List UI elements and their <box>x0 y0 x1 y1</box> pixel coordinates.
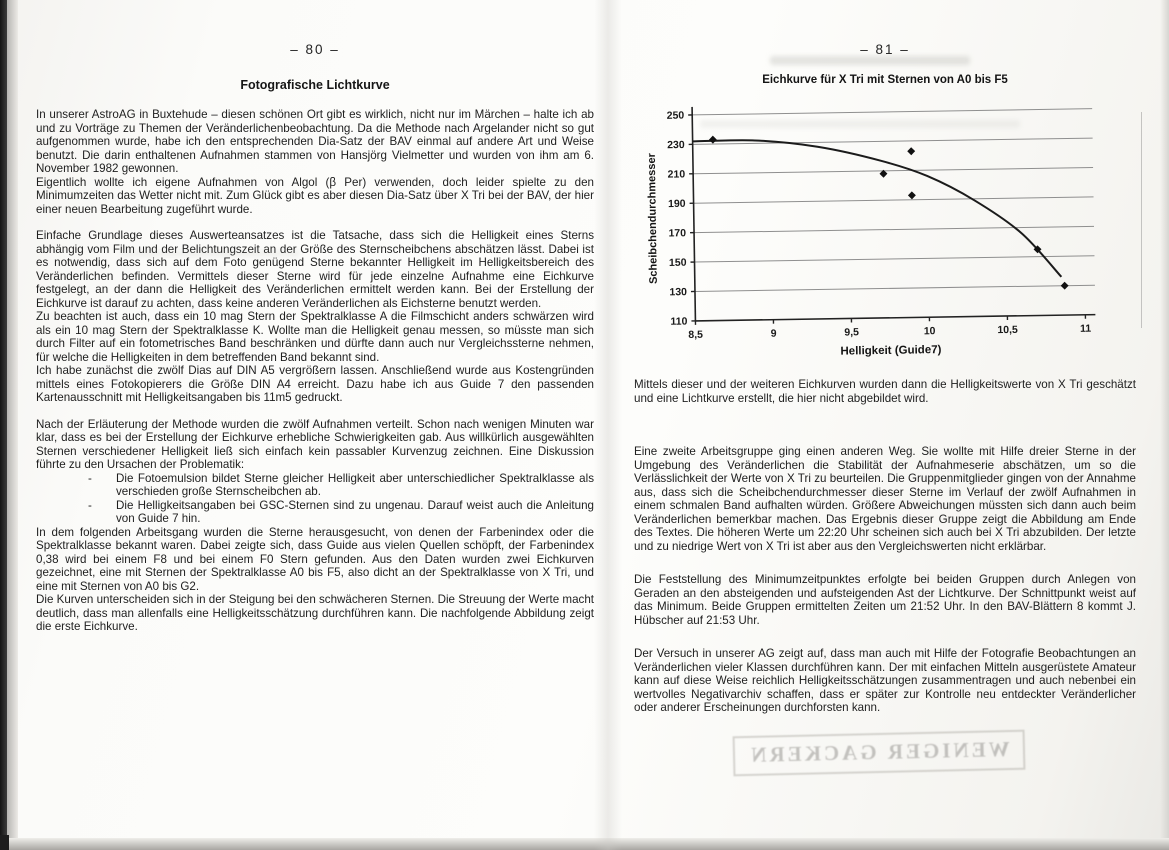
paragraph: Der Versuch in unserer AG zeigt auf, dass man auch mit Hilfe der Fotografie Beobachtungen an Veränderlichen vieler Klassen durchführen kann. Der mit einfachen Mitteln ausgerüstete Amateur kann auf diese Weise reichlich Helligkeitsschätzungen zusammentragen und auch nebenbei ein wertvolles Negativarchiv schaffen, dass er später zur Kontrolle neu entdeckter Veränderlicher oder anderer Erscheinungen durchforsten kann. <box>634 647 1136 714</box>
chart-svg <box>640 88 1120 367</box>
chart-y-axis <box>692 107 695 321</box>
chart-tick-label: 10,5 <box>997 323 1018 337</box>
bleedthrough-stamp: WENIGER GACKERN <box>733 730 1026 777</box>
chart-tick-label: 8,5 <box>688 328 704 342</box>
paragraph: Zu beachten ist auch, dass ein 10 mag Stern der Spektralklasse A die Filmschicht anders schwärzen wird als ein 10 mag Stern der Spektralklasse K. Wollte man die Helligkeit genau messen, so müsste man sich durch Filter auf ein fotometrisches Band beschränken und dürfte dann auch nur Vergleichssterne nehmen, für welche die Helligkeiten in dem betreffenden Band bekannt sind. <box>36 310 594 364</box>
bullet-text: Die Fotoemulsion bildet Sterne gleicher Helligkeit aber unterschiedlicher Spektralklasse als verschieden große Sternscheibchen ab. <box>116 471 594 498</box>
scan-edge-right <box>1160 0 1169 850</box>
paragraph-spacer <box>36 405 594 418</box>
paragraph: In dem folgenden Arbeitsgang wurden die Sterne herausgesucht, von denen der Farbenindex oder die Spektralklasse bekannt waren. Dabei zeigte sich, dass Guide aus vielen Quellen schöpft, der Farbenindex 0,38 wird bei einem F8 und bei einem F0 Stern gefunden. Aus den Daten wurden zwei Eichkurven gezeichnet, eine mit Sternen der Spektralklasse A0 bis F5, also dicht an der Spektralklasse von X Tri, und eine mit Sternen von A0 bis G2. <box>36 525 594 593</box>
bleedthrough-smudge <box>120 250 300 257</box>
chart-y-axis-label: Scheibchendurchmesser <box>645 153 660 285</box>
paragraph: Nach der Erläuterung der Methode wurden die zwölf Aufnahmen verteilt. Schon nach wenigen Minuten war klar, dass es bei der Erstellung der Eichkurve erhebliche Schwierigkeiten gab. Aus willkürlich ausgewählten Sternen verschiedener Helligkeit ließ sich einfach kein passabler Kurvenzug zeichnen. Eine Diskussion führte zu den Ursachen der Problematik: <box>36 417 594 471</box>
chart-curve <box>693 135 1062 282</box>
chart-tick-label: 9 <box>770 327 777 340</box>
bleedthrough-axis-line <box>1141 112 1142 328</box>
scan-edge-left-gray <box>7 0 18 850</box>
chart-tick-label: 190 <box>667 197 686 211</box>
bullet-dash: - <box>88 498 92 512</box>
page-number-80: – 80 – <box>290 42 340 57</box>
paragraph: Eine zweite Arbeitsgruppe ging einen anderen Weg. Sie wollte mit Hilfe dreier Sterne in der Umgebung des Veränderlichen die Stabilität der Aufnahmeserie abschätzen, um so die Verlässlichkeit der Werte von X Tri zu beurteilen. Die Gruppenmitglieder gingen von der Annahme aus, dass sich die Scheibchendurchmesser dieser Sterne im Verlauf der zwölf Aufnahmen in einem schmalen Band aufhalten würden. Größere Abweichungen müssten sich dann auch beim Veränderlichen bemerkbar machen. Das Ergebnis dieser Gruppe zeigt die Abbildung am Ende des Textes. Die höheren Werte um 22:20 Uhr scheinen sich auch bei X Tri abzubilden. Der letzte und zu niedrige Wert von X Tri ist aber aus den Vergleichswerten nicht erklärbar. <box>634 445 1136 553</box>
paragraph: Mittels dieser und der weiteren Eichkurven wurden dann die Helligkeitswerte von X Tri geschätzt und eine Lichtkurve erstellt, die hier nicht abgebildet wird. <box>634 378 1136 405</box>
page-number-81: – 81 – <box>860 42 910 57</box>
chart-data-point <box>908 191 916 199</box>
chart-tick-label: 9,5 <box>844 326 860 339</box>
bullet-item <box>36 472 594 499</box>
chart-tick-label: 210 <box>667 168 686 181</box>
chart-gridline <box>693 168 1093 174</box>
paragraph-spacer <box>634 405 1136 425</box>
chart-tick-label: 130 <box>669 286 688 299</box>
bullet-item <box>36 499 594 526</box>
chart-tick-label: 150 <box>668 256 687 269</box>
chart-gridline <box>694 226 1094 232</box>
calibration-chart <box>640 88 1120 367</box>
paragraph-spacer <box>634 627 1136 647</box>
bleedthrough-smudge <box>770 56 970 65</box>
chart-x-axis-label: Helligkeit (Guide7) <box>840 344 942 358</box>
paragraph-spacer <box>634 553 1136 573</box>
paragraph: In unserer AstroAG in Buxtehude – diesen schönen Ort gibt es wirklich, nicht nur im Märchen – halte ich ab und zu Vorträge zu Themen der Veränderlichenbeobachtung. Da die Methode nach Argelander nicht so gut aufgenommen wurde, habe ich den entsprechenden Dia-Satz der BAV einmal auf andere Art und Weise benutzt. Die darin enthaltenen Aufnahmen stammen von Hansjörg Vielmetter und wurden von ihm am 6. November 1982 gewonnen. <box>36 108 594 175</box>
paragraph: Einfache Grundlage dieses Auswerteansatzes ist die Tatsache, dass sich die Helligkeit eines Sterns abhängig vom Film und der Belichtungszeit an der Größe des Sternscheibchens abschätzen lässt. Dabei ist es notwendig, dass sich auf dem Foto genügend Sterne bekannter Helligkeit im Helligkeitsbereich des Veränderlichen befinden. Vermittels dieser Sterne wird für jede einzelne Aufnahme eine Eichkurve festgelegt, an der dann die Helligkeit des Veränderlichen ermittelt werden kann. Bei der Erstellung der Eichkurve ist darauf zu achten, dass keine anderen Veränderlichen als Eichsterne benutzt werden. <box>36 229 594 310</box>
bullet-dash: - <box>88 471 92 485</box>
bleedthrough-smudge <box>700 120 1020 128</box>
scan-edge-left <box>0 0 7 850</box>
chart-data-point <box>907 147 915 155</box>
chart-gridline <box>694 197 1094 203</box>
chart-gridline <box>695 285 1095 291</box>
page-80-title: Fotografische Lichtkurve <box>240 78 390 92</box>
paragraph: Ich habe zunächst die zwölf Dias auf DIN A5 vergrößern lassen. Anschließend wurde aus Kostengründen mittels eines Fotokopierers die Größe DIN A4 erreicht. Dazu habe ich aus Guide 7 den passenden Kartenausschnitt mit Helligkeitsangaben bis 11m5 gedruckt. <box>36 364 594 404</box>
page-fold-shadow <box>594 0 622 850</box>
chart-x-axis <box>695 315 1095 321</box>
paragraph-spacer <box>634 425 1136 445</box>
chart-title: Eichkurve für X Tri mit Sternen von A0 bis F5 <box>762 74 1008 86</box>
bullet-text: Die Helligkeitsangaben bei GSC-Sternen sind zu ungenau. Darauf weist auch die Anleitung von Guide 7 hin. <box>116 498 594 525</box>
page-80-body <box>36 108 594 634</box>
chart-tick-label: 250 <box>666 109 685 122</box>
chart-data-point <box>709 136 717 144</box>
chart-data-point <box>1061 282 1069 290</box>
chart-tick-label: 110 <box>670 315 688 328</box>
paragraph: Die Kurven unterscheiden sich in der Steigung bei den schwächeren Sternen. Die Streuung der Werte macht deutlich, dass man allenfalls eine Helligkeitsschätzung durchführen kann. Die nachfolgende Abbildung zeigt die erste Eichkurve. <box>36 593 594 633</box>
chart-tick-label: 10 <box>923 325 936 338</box>
chart-tick-label: 11 <box>1079 322 1092 335</box>
scan-corner-mark <box>0 835 9 850</box>
page-80 <box>36 0 594 850</box>
paragraph: Eigentlich wollte ich eigene Aufnahmen von Algol (β Per) verwenden, doch leider spielte zu den Minimumzeiten das Wetter nicht mit. Zum Glück gibt es aber diesen Dia-Satz über X Tri bei der BAV, der hier einer neuen Bearbeitung zugeführt wurde. <box>36 175 594 216</box>
chart-gridline <box>695 256 1095 262</box>
paragraph-spacer <box>36 216 594 229</box>
paragraph: Die Feststellung des Minimumzeitpunktes erfolgte bei beiden Gruppen durch Anlegen von Geraden an den absteigenden und aufsteigenden Ast der Lichtkurve. Der Schnittpunkt weist auf das Minimum. Beide Gruppen ermittelten Zeiten um 21:52 Uhr. In den BAV-Blättern 8 kommt J. Hübscher auf 21:53 Uhr. <box>634 573 1136 627</box>
chart-tick-label: 170 <box>668 227 687 240</box>
page-81-body <box>634 378 1136 715</box>
chart-tick-label: 230 <box>667 138 685 152</box>
chart-gridline <box>692 109 1092 115</box>
